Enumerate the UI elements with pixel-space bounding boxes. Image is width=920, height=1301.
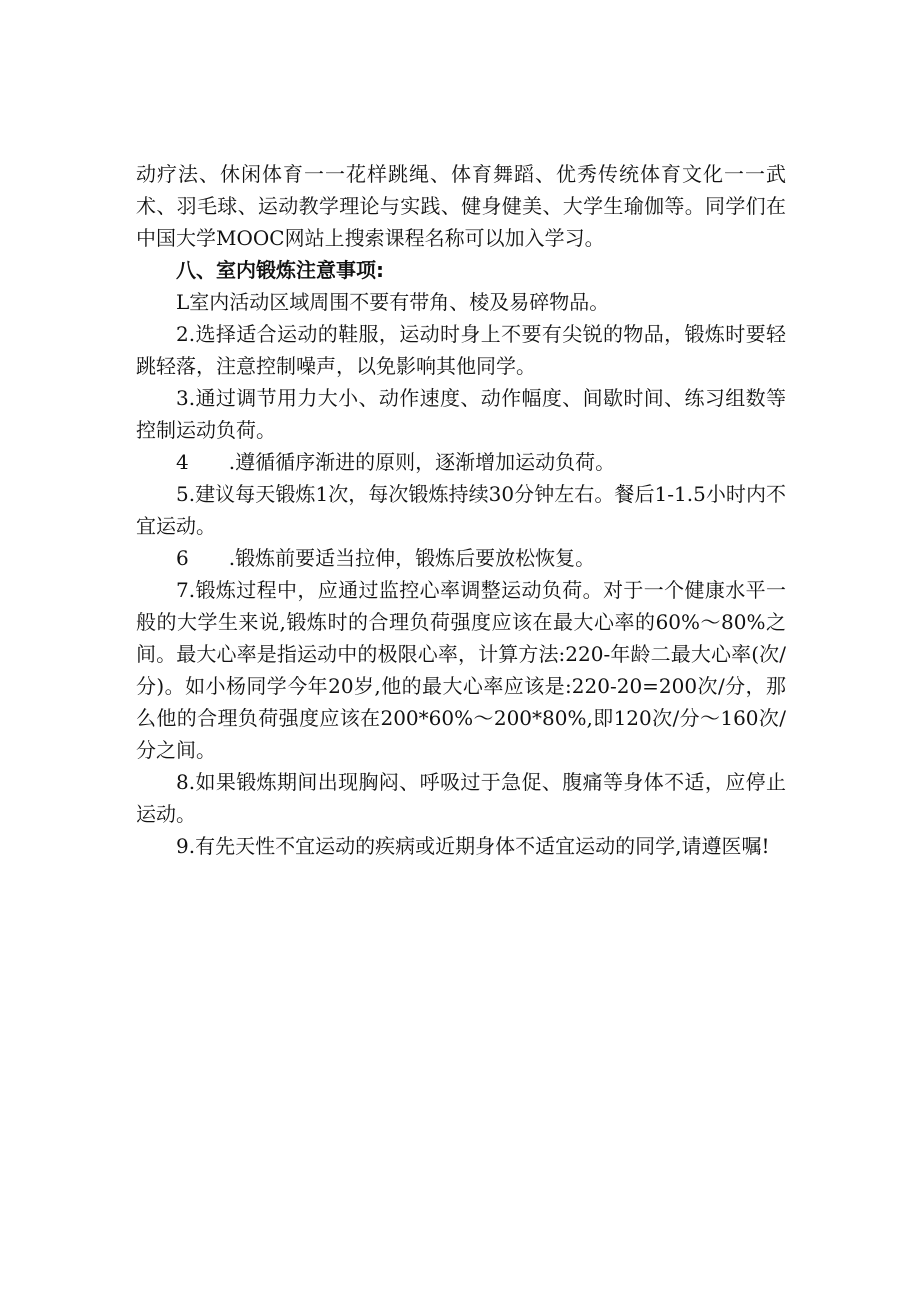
list-item-2: 2.选择适合运动的鞋服，运动时身上不要有尖锐的物品，锻炼时要轻跳轻落，注意控制噪声，以免影响其他同学。 — [136, 322, 786, 378]
list-item-3: 3.通过调节用力大小、动作速度、动作幅度、间歇时间、练习组数等控制运动负荷。 — [136, 386, 786, 442]
list-item-4: 4 .遵循循序渐进的原则，逐渐增加运动负荷。 — [176, 450, 616, 474]
list-item-1: L室内活动区域周围不要有带角、棱及易碎物品。 — [176, 290, 610, 314]
list-item-5: 5.建议每天锻炼1次，每次锻炼持续30分钟左右。餐后1-1.5小时内不宜运动。 — [136, 482, 786, 538]
intro-paragraph: 动疗法、休闲体育一一花样跳绳、体育舞蹈、优秀传统体育文化一一武术、羽毛球、运动教学理论与实践、健身健美、大学生瑜伽等。同学们在中国大学MOOC网站上搜索课程名称可以加入学习。 — [136, 162, 786, 250]
document-body — [136, 158, 786, 862]
section-heading: 八、室内锻炼注意事项: — [176, 258, 384, 282]
list-item-7: 7.锻炼过程中，应通过监控心率调整运动负荷。对于一个健康水平一般的大学生来说,锻炼时的合理负荷强度应该在最大心率的60%～80%之间。最大心率是指运动中的极限心率，计算方法:220-年龄二最大心率(次/分)。如小杨同学今年20岁,他的最大心率应该是:220-20=200次/分，那么他的合理负荷强度应该在200*60%～200*80%,即120次/分～160次/分之间。 — [136, 578, 786, 762]
list-item-8: 8.如果锻炼期间出现胸闷、呼吸过于急促、腹痛等身体不适，应停止运动。 — [136, 770, 786, 826]
list-item-9: 9.有先天性不宜运动的疾病或近期身体不适宜运动的同学,请遵医嘱! — [176, 834, 770, 858]
list-item-6: 6 .锻炼前要适当拉伸，锻炼后要放松恢复。 — [176, 546, 596, 570]
